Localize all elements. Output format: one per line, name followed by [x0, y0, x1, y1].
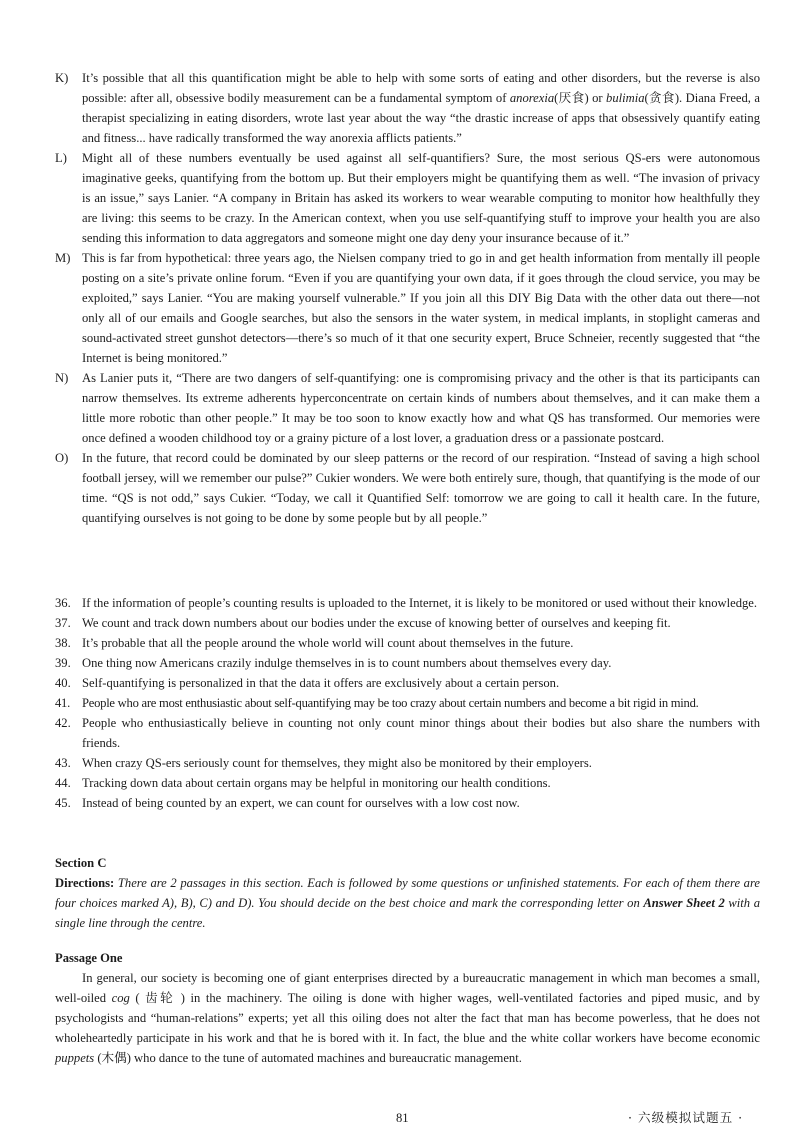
directions: Directions: There are 2 passages in this section. Each is followed by some questions or unfinished statements. For each of them there are four choices marked A), B), C) and D). You should decide on the best choice and mark the corresponding letter on Answer Sheet 2 with a single line through the centre. — [55, 876, 761, 930]
question-number: 39. — [55, 656, 71, 670]
question-text: One thing now Americans crazily indulge themselves in is to count numbers about themselves every day. — [82, 656, 612, 670]
question-number: 43. — [55, 756, 71, 770]
question-text: Tracking down data about certain organs may be helpful in monitoring our health conditions. — [82, 776, 551, 790]
question-text: It’s probable that all the people around the whole world will count about themselves in the future. — [82, 636, 574, 650]
question-item — [55, 793, 760, 813]
page-number: 81 — [396, 1111, 409, 1125]
section-title: Section C — [55, 856, 107, 870]
question-item — [55, 693, 760, 713]
question-number: 42. — [55, 716, 71, 730]
section-c — [55, 853, 760, 1068]
question-list — [55, 593, 760, 813]
question-text: If the information of people’s counting results is uploaded to the Internet, it is likely to be monitored or used without their knowledge. — [82, 596, 758, 610]
paragraph-n: N) As Lanier puts it, “There are two dangers of self-quantifying: one is compromising privacy and the other is that its participants can narrow themselves. Its extreme adherents hyperconcentrate on certain kinds of numbers about themselves, and it can make them a little more robotic than other people.” It may be too soon to know exactly how and what QS has transformed. Our memories were once defined a wooden childhood toy or a grainy picture of a lost lover, a graduation dress or a passionate postcard. — [55, 368, 760, 448]
question-item — [55, 633, 760, 653]
question-text: People who are most enthusiastic about self-quantifying may be too crazy about certain numbers and become a bit rigid in mind. — [82, 696, 699, 710]
question-text: We count and track down numbers about our bodies under the excuse of knowing better of ourselves and keeping fit. — [82, 616, 671, 630]
question-number: 45. — [55, 796, 71, 810]
question-item — [55, 653, 760, 673]
reading-passage — [55, 68, 760, 528]
question-item — [55, 613, 760, 633]
question-text: When crazy QS-ers seriously count for themselves, they might also be monitored by their employers. — [82, 756, 592, 770]
question-item — [55, 753, 760, 773]
paragraph-label: K) — [55, 71, 69, 85]
directions-label: Directions: — [55, 876, 115, 890]
paragraph-label: L) — [55, 151, 67, 165]
paragraph-o: O) In the future, that record could be dominated by our sleep patterns or the record of our respiration. “Instead of saving a high school football jersey, will we remember our pulse?” Cukier wonders. We were both entirely sure, though, that quantifying is the mode of our time. “QS is not odd,” says Cukier. “Today, we call it Quantified Self: tomorrow we are going to call it health care. In the future, quantifying ourselves is not going to be done by some people but by all people.” — [55, 448, 760, 528]
running-footer: · 六级模拟试题五 · — [628, 1110, 744, 1125]
passage-title: Passage One — [55, 951, 123, 965]
paragraph-m: M) This is far from hypothetical: three years ago, the Nielsen company tried to go in and get health information from mentally ill people posting on a site’s private online forum. “Even if you are quantifying your own data, if it goes through the cloud service, you may be exploited,” says Lanier. “You are making yourself vulnerable.” If you join all this DIY Big Data with the other data out there—not only all of our emails and Google searches, but also the sensors in the water system, in medical implants, in stoplight cameras and sound-activated street gunshot detectors—there’s so much of it that one security expert, Bruce Schneier, recently suggested that “the Internet is being monitored.” — [55, 248, 760, 368]
paragraph-l: L) Might all of these numbers eventually be used against all self-quantifiers? Sure, the most serious QS-ers were autonomous imaginative geeks, quantifying from the bottom up. But their employers might be quantifying them as well. “The invasion of privacy is an issue,” says Lanier. “A company in Britain has asked its workers to wear wearable computing to monitor how healthfully they are living: this seems to be crazy. In the American context, when you use self-quantifying stuff to improve your health you are also sending this information to data aggregators and someone might one day deny your insurance because of it.” — [55, 148, 760, 248]
paragraph-label: M) — [55, 251, 71, 265]
question-number: 41. — [55, 696, 70, 710]
question-number: 37. — [55, 616, 71, 630]
passage-paragraph: In general, our society is becoming one of giant enterprises directed by a bureaucratic management in which man becomes a small, well-oiled cog ( 齿轮 ) in the machinery. The oiling is done with higher wages, well-ventilated factories and piped music, and by psychologists and “human-relations” experts; yet all this oiling does not alter the fact that man has become powerless, that he does not wholeheartedly participate in his work and that he is bored with it. In fact, the blue and the white collar workers have become economic puppets (木偶) who dance to the tune of automated machines and bureaucratic management. — [55, 971, 760, 1065]
question-number: 38. — [55, 636, 71, 650]
question-number: 40. — [55, 676, 71, 690]
question-number: 36. — [55, 596, 71, 610]
question-number: 44. — [55, 776, 71, 790]
question-text: Instead of being counted by an expert, we can count for ourselves with a low cost now. — [82, 796, 520, 810]
paragraph-k: K) It’s possible that all this quantification might be able to help with some sorts of eating and other disorders, but the reverse is also possible: after all, obsessive bodily measurement can be a fundamental symptom of anorexia(厌食) or bulimia(贪食). Diana Freed, a therapist specializing in eating disorders, wrote last year about the way “the drastic increase of apps that obsessively quantify eating and fitness... have radically transformed the way anorexia afflicts patients.” — [55, 68, 760, 148]
paragraph-label: N) — [55, 371, 69, 385]
question-item — [55, 673, 760, 693]
question-item — [55, 713, 760, 753]
question-item — [55, 773, 760, 793]
paragraph-label: O) — [55, 451, 69, 465]
question-text: Self-quantifying is personalized in that the data it offers are exclusively about a certain person. — [82, 676, 560, 690]
question-item — [55, 593, 760, 613]
question-text: People who enthusiastically believe in counting not only count minor things about their bodies but also share the numbers with friends. — [82, 716, 760, 750]
